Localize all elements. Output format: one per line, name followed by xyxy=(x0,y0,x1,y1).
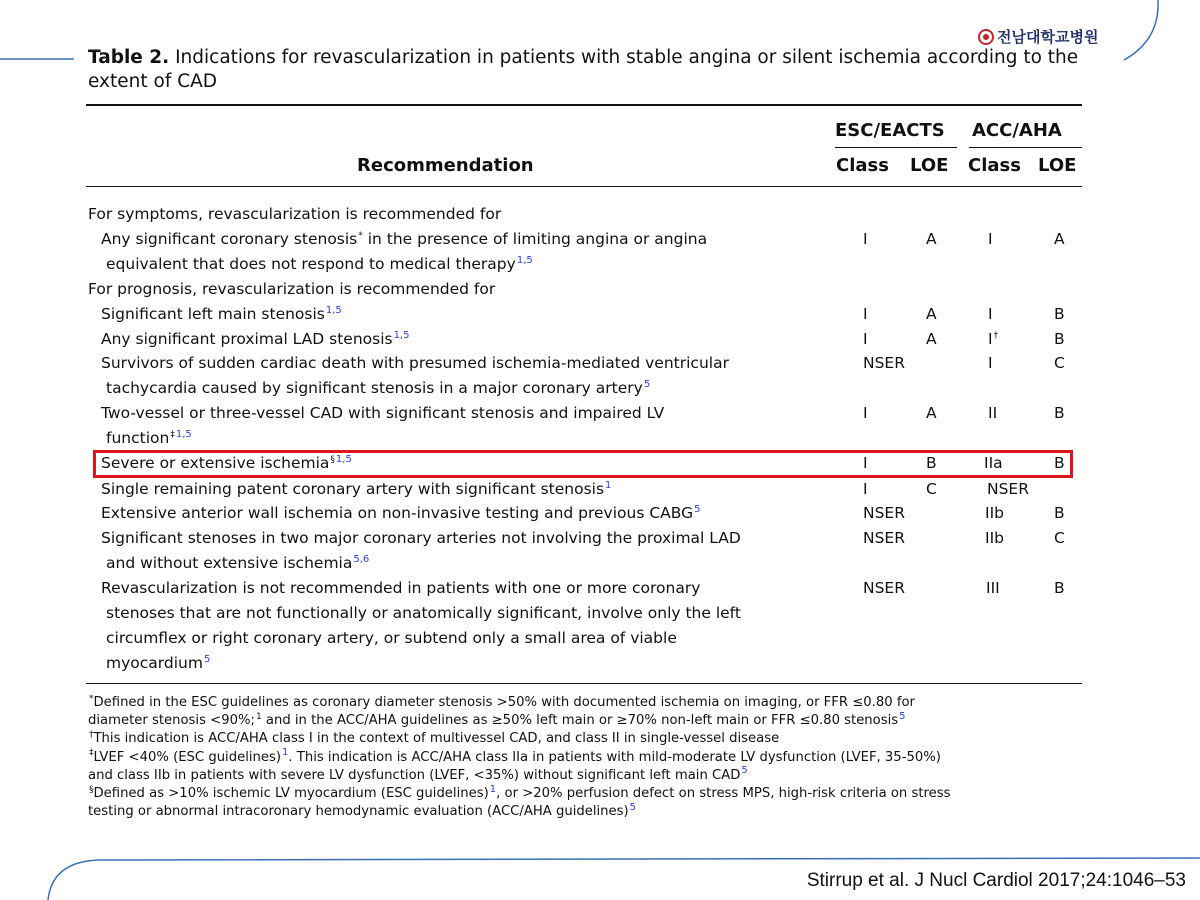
table-row-text: stenoses that are not functionally or anatomically significant, involve only the left xyxy=(106,604,741,622)
acc-group-underline xyxy=(969,147,1082,148)
acc-class-cell: I xyxy=(988,305,993,323)
footnote-section: §Defined as >10% ischemic LV myocardium (ESC guidelines)$^1$, or >20% perfusion defect on stress MPS, high-risk criteria on stress xyxy=(89,783,951,802)
table-row-text: Any significant proximal LAD stenosis$^{1,5}$ xyxy=(101,329,410,348)
header-esc-class: Class xyxy=(836,155,889,176)
acc-loe-cell: B xyxy=(1054,579,1065,597)
acc-class-cell: II xyxy=(988,404,998,422)
table-row-text: Any significant coronary stenosis* in the presence of limiting angina or angina xyxy=(101,230,708,248)
table-title xyxy=(88,46,1088,94)
acc-loe-cell: C xyxy=(1054,354,1065,372)
esc-class-cell: NSER xyxy=(863,504,905,522)
header-esc-loe: LOE xyxy=(910,155,949,176)
table-row-text: Significant stenoses in two major coronary arteries not involving the proximal LAD xyxy=(101,529,741,547)
table-row-text: tachycardia caused by significant stenosis in a major coronary artery$^5$ xyxy=(106,378,651,397)
footnote-dagger: †This indication is ACC/AHA class I in the context of multivessel CAD, and class II in single-vessel disease xyxy=(89,730,780,747)
table-row-text: Single remaining patent coronary artery with significant stenosis$^1$ xyxy=(101,479,612,498)
footnote-section-cont: testing or abnormal intracoronary hemodynamic evaluation (ACC/AHA guidelines)$^5$ xyxy=(88,801,637,820)
esc-loe-cell: A xyxy=(926,404,937,422)
header-acc-class: Class xyxy=(968,155,1021,176)
acc-loe-cell: A xyxy=(1054,230,1065,248)
table-row-text: function$^{\ddagger 1,5}$ xyxy=(106,428,192,447)
esc-loe-cell: C xyxy=(926,480,937,498)
acc-loe-cell: B xyxy=(1054,454,1065,472)
citation: Stirrup et al. J Nucl Cardiol 2017;24:1046–53 xyxy=(806,870,1186,891)
esc-class-cell: I xyxy=(863,305,868,323)
section-prognosis-heading: For prognosis, revascularization is recommended for xyxy=(88,280,496,298)
bottom-rule xyxy=(86,683,1082,684)
table-row-text: myocardium$^5$ xyxy=(106,653,211,672)
acc-class-cell: IIb xyxy=(985,504,1004,522)
hospital-logo-text: 전남대학교병원 xyxy=(997,28,1099,46)
acc-loe-cell: B xyxy=(1054,504,1065,522)
acc-class-cell: IIb xyxy=(985,529,1004,547)
acc-class-cell: I xyxy=(988,354,993,372)
table-row-text: Severe or extensive ischemia$^{\S 1,5}$ xyxy=(101,453,352,472)
acc-loe-cell: B xyxy=(1054,330,1065,348)
header-esc-eacts: ESC/EACTS xyxy=(835,120,945,141)
acc-loe-cell: C xyxy=(1054,529,1065,547)
acc-class-cell: I† xyxy=(988,330,999,348)
acc-class-cell: IIa xyxy=(984,454,1003,472)
esc-class-cell: I xyxy=(863,454,868,472)
header-acc-aha: ACC/AHA xyxy=(972,120,1062,141)
esc-class-cell: NSER xyxy=(863,354,905,372)
header-acc-loe: LOE xyxy=(1038,155,1077,176)
acc-class-cell: NSER xyxy=(987,480,1029,498)
acc-loe-cell: B xyxy=(1054,404,1065,422)
esc-loe-cell: B xyxy=(926,454,937,472)
table-footnotes xyxy=(88,694,1088,821)
esc-class-cell: I xyxy=(863,330,868,348)
table-row-text: equivalent that does not respond to medical therapy$^{1,5}$ xyxy=(106,254,533,273)
esc-loe-cell: A xyxy=(926,330,937,348)
esc-loe-cell: A xyxy=(926,305,937,323)
footnote-asterisk: *Defined in the ESC guidelines as coronary diameter stenosis >50% with documented ischemia on imaging, or FFR ≤0.80 for xyxy=(89,693,915,710)
hospital-logo xyxy=(978,26,1098,47)
table-row-text: circumflex or right coronary artery, or subtend only a small area of viable xyxy=(106,629,677,647)
hospital-seal-icon xyxy=(978,29,994,45)
table-row-text: and without extensive ischemia$^{5,6}$ xyxy=(106,553,370,572)
esc-group-underline xyxy=(835,147,957,148)
esc-class-cell: I xyxy=(863,404,868,422)
table-row-text: Survivors of sudden cardiac death with presumed ischemia-mediated ventricular xyxy=(101,354,729,372)
footnote-asterisk-cont: diameter stenosis <90%;$^1$ and in the ACC/AHA guidelines as ≥50% left main or ≥70% non-left main or FFR ≤0.80 stenosis$^5$ xyxy=(88,710,906,729)
table-row-text: Revascularization is not recommended in patients with one or more coronary xyxy=(101,579,701,597)
top-rule xyxy=(86,104,1082,106)
header-recommendation: Recommendation xyxy=(357,155,534,176)
table-label: Table 2. xyxy=(88,47,170,68)
header-rule xyxy=(86,186,1082,187)
table-row-text: Significant left main stenosis$^{1,5}$ xyxy=(101,304,342,323)
acc-loe-cell: B xyxy=(1054,305,1065,323)
footnote-double-dagger-cont: and class IIb in patients with severe LV dysfunction (LVEF, <35%) without significant left main CAD$^5$ xyxy=(88,765,748,783)
table-caption: Indications for revascularization in patients with stable angina or silent ischemia according to the extent of CAD xyxy=(88,47,1079,92)
esc-class-cell: I xyxy=(863,480,868,498)
esc-class-cell: NSER xyxy=(863,579,905,597)
esc-class-cell: NSER xyxy=(863,529,905,547)
esc-loe-cell: A xyxy=(926,230,937,248)
table-row-text: Two-vessel or three-vessel CAD with significant stenosis and impaired LV xyxy=(101,404,665,422)
acc-class-cell: I xyxy=(988,230,993,248)
acc-class-cell: III xyxy=(986,579,1000,597)
footnote-double-dagger: ‡LVEF <40% (ESC guidelines)$^1$. This indication is ACC/AHA class IIa in patients with mild-moderate LV dysfunction (LVEF, 35-50%) xyxy=(89,747,941,765)
table-row-text: Extensive anterior wall ischemia on non-invasive testing and previous CABG$^5$ xyxy=(101,503,701,522)
section-symptoms-heading: For symptoms, revascularization is recommended for xyxy=(88,205,502,223)
esc-class-cell: I xyxy=(863,230,868,248)
